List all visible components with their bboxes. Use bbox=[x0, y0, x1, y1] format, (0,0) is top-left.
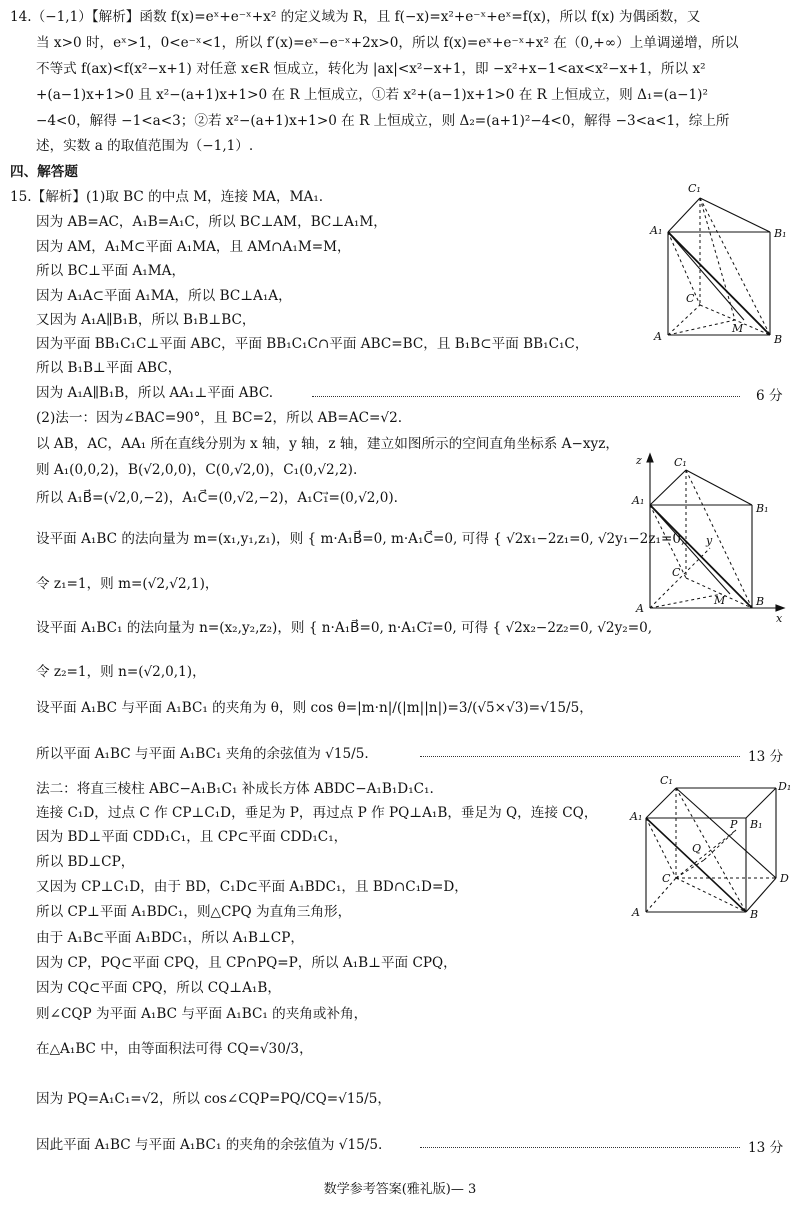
score-1: 6 分 bbox=[756, 388, 783, 404]
score-leader-1 bbox=[312, 396, 740, 397]
fig3-label-B1: B₁ bbox=[750, 818, 763, 831]
fig3-label-Q: Q bbox=[692, 842, 702, 855]
fig2-label-B1: B₁ bbox=[756, 502, 769, 515]
p15-part1-line-3: 因为 AM，A₁M⊂平面 A₁MA，且 AM∩A₁M=M， bbox=[36, 239, 351, 255]
score-leader-2 bbox=[420, 756, 740, 757]
fig2-label-B: B bbox=[756, 595, 765, 608]
p15-part1-line-2: 因为 AB=AC，A₁B=A₁C，所以 BC⊥AM，BC⊥A₁M， bbox=[36, 214, 387, 230]
fig2-label-C1: C₁ bbox=[674, 456, 687, 469]
fig1-label-A1: A₁ bbox=[650, 224, 663, 237]
figure-cuboid bbox=[626, 770, 796, 920]
figure-prism-1 bbox=[640, 180, 800, 355]
fig3-label-D1: D₁ bbox=[778, 780, 792, 793]
p14-line-3: 不等式 f(ax)<f(x²−x+1) 对任意 x∈R 恒成立，转化为 |ax|<x²−x+1，即 −x²+x−1<ax<x²−x+1，所以 x² bbox=[36, 61, 706, 77]
p15-part3-line-8: 因为 CP，PQ⊂平面 CPQ，且 CP∩PQ=P，所以 A₁B⊥平面 CPQ， bbox=[36, 955, 457, 971]
fig2-label-x: x bbox=[776, 612, 783, 625]
p14-line-6: 述，实数 a 的取值范围为（−1,1）. bbox=[36, 138, 254, 154]
fig3-label-P: P bbox=[730, 818, 738, 831]
p15-part3-line-13: 因此平面 A₁BC 与平面 A₁BC₁ 的夹角的余弦值为 √15/5. bbox=[36, 1137, 383, 1153]
p15-part2-line-4: 所以 A₁B⃗=(√2,0,−2)，A₁C⃗=(0,√2,−2)，A₁C₁⃗=(0,√2,0). bbox=[36, 490, 399, 506]
p15-part3-line-6: 所以 CP⊥平面 A₁BDC₁，则△CPQ 为直角三角形， bbox=[36, 904, 352, 920]
section-title: 四、解答题 bbox=[10, 164, 78, 180]
p15-part2-line-6: 令 z₁=1，则 m=(√2,√2,1)， bbox=[36, 576, 219, 592]
fig2-label-C: C bbox=[672, 566, 681, 579]
p15-part3-line-2: 连接 C₁D，过点 C 作 CP⊥C₁D，垂足为 P，再过点 P 作 PQ⊥A₁B，垂足为 Q，连接 CQ， bbox=[36, 805, 598, 821]
p14-line-4: +(a−1)x+1>0 且 x²−(a+1)x+1>0 在 R 上恒成立，①若 x²+(a−1)x+1>0 在 R 上恒成立，则 Δ₁=(a−1)² bbox=[36, 87, 708, 103]
fig1-label-B1: B₁ bbox=[774, 227, 787, 240]
fig2-label-M: M bbox=[714, 594, 726, 607]
fig2-label-z: z bbox=[636, 454, 642, 467]
p15-part1-line-9: 因为 A₁A∥B₁B，所以 AA₁⊥平面 ABC. bbox=[36, 385, 274, 401]
p15-part1-line-4: 所以 BC⊥平面 A₁MA， bbox=[36, 263, 186, 279]
fig3-label-A1: A₁ bbox=[630, 810, 643, 823]
p15-part1-line-1: 15.【解析】(1)取 BC 的中点 M，连接 MA，MA₁. bbox=[10, 189, 324, 205]
fig1-label-B: B bbox=[774, 333, 783, 346]
p15-part3-line-5: 又因为 CP⊥C₁D，由于 BD，C₁D⊂平面 A₁BDC₁，且 BD∩C₁D=D， bbox=[36, 879, 468, 895]
p15-part3-line-7: 由于 A₁B⊂平面 A₁BDC₁，所以 A₁B⊥CP， bbox=[36, 930, 304, 946]
p15-part3-line-10: 则∠CQP 为平面 A₁BC 与平面 A₁BC₁ 的夹角或补角， bbox=[36, 1006, 368, 1022]
p15-part3-line-3: 因为 BD⊥平面 CDD₁C₁，且 CP⊂平面 CDD₁C₁， bbox=[36, 829, 348, 845]
p15-part2-line-8: 令 z₂=1，则 n=(√2,0,1)， bbox=[36, 664, 206, 680]
p15-part2-line-5: 设平面 A₁BC 的法向量为 m=(x₁,y₁,z₁)，则 { m·A₁B⃗=0, m·A₁C⃗=0, 可得 { √2x₁−2z₁=0, √2y₁−2z₁=0, bbox=[36, 531, 686, 547]
p15-part3-line-4: 所以 BD⊥CP， bbox=[36, 854, 135, 870]
p15-part1-line-5: 因为 A₁A⊂平面 A₁MA，所以 BC⊥A₁A， bbox=[36, 288, 292, 304]
fig1-label-M: M bbox=[732, 322, 744, 335]
p15-part2-line-7: 设平面 A₁BC₁ 的法向量为 n=(x₂,y₂,z₂)，则 { n·A₁B⃗=0, n·A₁C₁⃗=0, 可得 { √2x₂−2z₂=0, √2y₂=0, bbox=[36, 620, 653, 636]
fig3-label-C: C bbox=[662, 872, 671, 885]
p15-part1-line-8: 所以 B₁B⊥平面 ABC， bbox=[36, 360, 182, 376]
fig3-label-D: D bbox=[780, 872, 789, 885]
p14-line-2: 当 x>0 时，eˣ>1，0<e⁻ˣ<1，所以 f′(x)=eˣ−e⁻ˣ+2x>0，所以 f(x)=eˣ+e⁻ˣ+x² 在（0,+∞）上单调递增，所以 bbox=[36, 35, 739, 51]
score-leader-3 bbox=[420, 1147, 740, 1148]
p15-part2-line-9: 设平面 A₁BC 与平面 A₁BC₁ 的夹角为 θ，则 cos θ=|m·n|/(|m||n|)=3/(√5×√3)=√15/5， bbox=[36, 700, 593, 716]
p15-part2-line-10: 所以平面 A₁BC 与平面 A₁BC₁ 夹角的余弦值为 √15/5. bbox=[36, 746, 369, 762]
p15-part3-line-11: 在△A₁BC 中，由等面积法可得 CQ=√30/3， bbox=[36, 1041, 313, 1057]
score-3: 13 分 bbox=[748, 1140, 784, 1156]
fig2-label-A1: A₁ bbox=[632, 494, 645, 507]
fig1-label-C: C bbox=[686, 292, 695, 305]
p14-line-5: −4<0，解得 −1<a<3；②若 x²−(a+1)x+1>0 在 R 上恒成立，则 Δ₂=(a+1)²−4<0，解得 −3<a<1，综上所 bbox=[36, 113, 730, 129]
fig3-label-A: A bbox=[632, 906, 640, 919]
p15-part3-line-9: 因为 CQ⊂平面 CPQ，所以 CQ⊥A₁B， bbox=[36, 980, 281, 996]
p15-part3-line-1: 法二：将直三棱柱 ABC−A₁B₁C₁ 补成长方体 ABDC−A₁B₁D₁C₁. bbox=[36, 781, 434, 797]
fig3-label-C1: C₁ bbox=[660, 774, 673, 787]
p15-part2-line-3: 则 A₁(0,0,2)，B(√2,0,0)，C(0,√2,0)，C₁(0,√2,2). bbox=[36, 462, 358, 478]
p15-part2-line-1: (2)法一：因为∠BAC=90°，且 BC=2，所以 AB=AC=√2. bbox=[36, 410, 403, 426]
fig2-label-A: A bbox=[636, 602, 644, 615]
fig1-label-C1: C₁ bbox=[688, 182, 701, 195]
p14-line-1: 14.（−1,1）【解析】函数 f(x)=eˣ+e⁻ˣ+x² 的定义域为 R，且 f(−x)=x²+e⁻ˣ+eˣ=f(x)，所以 f(x) 为偶函数，又 bbox=[10, 9, 701, 25]
p15-part3-line-12: 因为 PQ=A₁C₁=√2，所以 cos∠CQP=PQ/CQ=√15/5， bbox=[36, 1091, 391, 1107]
p15-part1-line-7: 因为平面 BB₁C₁C⊥平面 ABC，平面 BB₁C₁C∩平面 ABC=BC，且 B₁B⊂平面 BB₁C₁C， bbox=[36, 336, 589, 352]
p15-part1-line-6: 又因为 A₁A∥B₁B，所以 B₁B⊥BC， bbox=[36, 312, 256, 328]
page-footer: 数学参考答案(雅礼版)— 3 bbox=[323, 1182, 477, 1197]
fig1-label-A: A bbox=[654, 330, 662, 343]
fig3-label-B: B bbox=[750, 908, 759, 920]
figure-prism-2 bbox=[630, 450, 790, 625]
score-2: 13 分 bbox=[748, 749, 784, 765]
p15-part2-line-2: 以 AB，AC，AA₁ 所在直线分别为 x 轴，y 轴，z 轴，建立如图所示的空间直角坐标系 A−xyz， bbox=[36, 436, 619, 452]
fig2-label-y: y bbox=[706, 534, 713, 547]
